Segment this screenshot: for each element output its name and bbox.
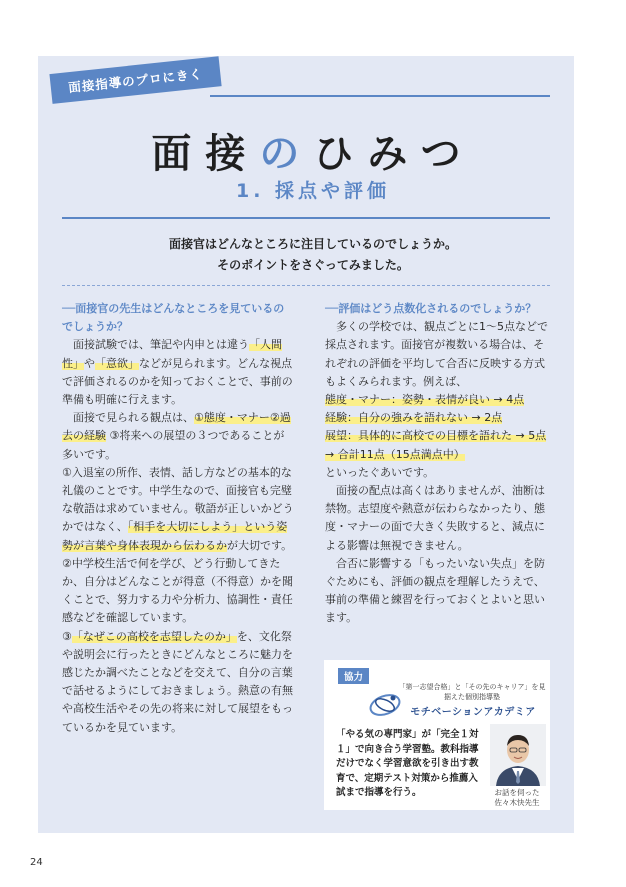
highlight: 経験：自分の強みを語れない → 2点: [325, 411, 503, 425]
academy-name: モチベーションアカデミア: [410, 707, 536, 718]
score-example-1: [325, 391, 553, 409]
text: 面接で見られる観点は、: [73, 411, 194, 425]
text: ③将来への展望の３つであることが多いです。: [62, 429, 285, 461]
text: が大切です。: [227, 538, 293, 552]
page-title: [0, 122, 626, 179]
credit-tag: 協力: [338, 668, 369, 684]
caption-line-2: 佐々木快先生: [494, 798, 540, 807]
highlight: 「人間性」: [62, 338, 282, 370]
credit-tagline: 「第一志望合格」と「その先のキャリア」を見据えた個別指導塾: [398, 683, 546, 701]
highlight: 展望：具体的に高校での目標を語れた → 5点: [325, 429, 547, 443]
header-rule: [210, 95, 550, 97]
right-paragraph-1: 多くの学校では、観点ごとに1〜5点などで採点されます。面接官が複数いる場合は、それぞれの評価を平均して合否に反映する方式もよくみられます。例えば、: [325, 320, 548, 388]
right-paragraph-3: 面接の配点は高くはありませんが、油断は禁物。志望度や熱意が伝わらなかったり、態度・マナーの面で大きく失敗すると、減点による影響は無視できません。: [325, 484, 545, 552]
right-paragraph-4: 合否に影響する「もったいない失点」を防ぐためにも、評価の観点を理解したうえで、事前の準備と練習を行っておくとよいと思います。: [325, 556, 545, 625]
section-ribbon: 面接指導のプロにきく: [49, 56, 221, 104]
text: を、文化祭や説明会に行ったときにどんなところに魅力を感じたか調べたことなどを交えて、自分の言葉で話せるようにしておきましょう。熱意の有無や高校生活やその先の将来に対して展望をもっているかを見ています。: [62, 629, 293, 734]
left-paragraph-2: [62, 409, 294, 464]
highlight: ②過去の経験: [62, 411, 291, 443]
caption-line-1: お話を伺った: [494, 788, 540, 797]
left-paragraph-5: [62, 628, 294, 737]
left-paragraph-3: [62, 464, 294, 555]
highlight: 「意欲」: [95, 356, 139, 370]
text: 面接試験では、筆記や内申とは違う: [73, 338, 249, 352]
score-total: [325, 446, 553, 464]
title-rule: [62, 217, 550, 219]
highlight: → 合計11点（15点満点中）: [325, 447, 465, 461]
highlight: 態度・マナー：姿勢・表情が良い → 4点: [325, 393, 525, 407]
score-example-3: [325, 427, 553, 445]
right-column: [325, 300, 553, 628]
photo-caption: [484, 788, 550, 808]
academy-logo-icon: [368, 690, 402, 720]
title-part-a: 面接: [151, 131, 260, 177]
page-subtitle: 1. 採点や評価: [235, 180, 391, 202]
lead-line-1: 面接官はどんなところに注目しているのでしょうか。: [168, 237, 457, 251]
score-example-2: [325, 409, 553, 427]
highlight: 「相手を大切にしよう」という姿勢が言葉や身体表現から伝わるか: [62, 520, 288, 552]
dashed-divider: [62, 285, 550, 286]
right-paragraph-2: といったぐあいです。: [325, 465, 435, 479]
text: や: [84, 356, 95, 370]
highlight: 「なぜこの高校を志望したのか」: [71, 629, 237, 643]
academy-description: 「やる気の専門家」が「完全１対１」で向き合う学習塾。教科指導だけでなく学習意欲を引き出す教育で、定期テスト対策から推薦入試まで指導を行う。: [336, 729, 479, 798]
lead-line-2: そのポイントをさぐってみました。: [217, 258, 409, 272]
left-paragraph-1: [62, 336, 294, 409]
text: ③: [62, 629, 72, 643]
credit-box: [324, 660, 550, 810]
title-part-c: ひみつ: [313, 131, 475, 177]
highlight: ①態度・マナー: [194, 411, 270, 425]
text: などが見られます。どんな視点で評価されるのかを知っておくことで、事前の準備も明確に行えます。: [62, 356, 293, 407]
title-part-accent: の: [259, 131, 314, 177]
left-column: [62, 300, 294, 737]
left-question: ──面接官の先生はどんなところを見ているのでしょうか？: [62, 302, 285, 334]
lead-text: [0, 234, 626, 276]
text: ①入退室の所作、表情、話し方などの基本的な礼儀のことです。中学生なので、面接官も完璧な敬語は求めていません。敬語が正しいかどうかではなく、: [62, 465, 294, 534]
page-number: 24: [30, 857, 43, 868]
right-question: ──評価はどう点数化されるのでしょうか？: [325, 302, 537, 315]
left-paragraph-4: ②中学校生活で何を学び、どう行動してきたか、自分はどんなことが得意（不得意）かを聞くことで、努力する力や分析力、協調性・責任感などを確認しています。: [62, 556, 293, 625]
teacher-photo: [490, 724, 546, 786]
